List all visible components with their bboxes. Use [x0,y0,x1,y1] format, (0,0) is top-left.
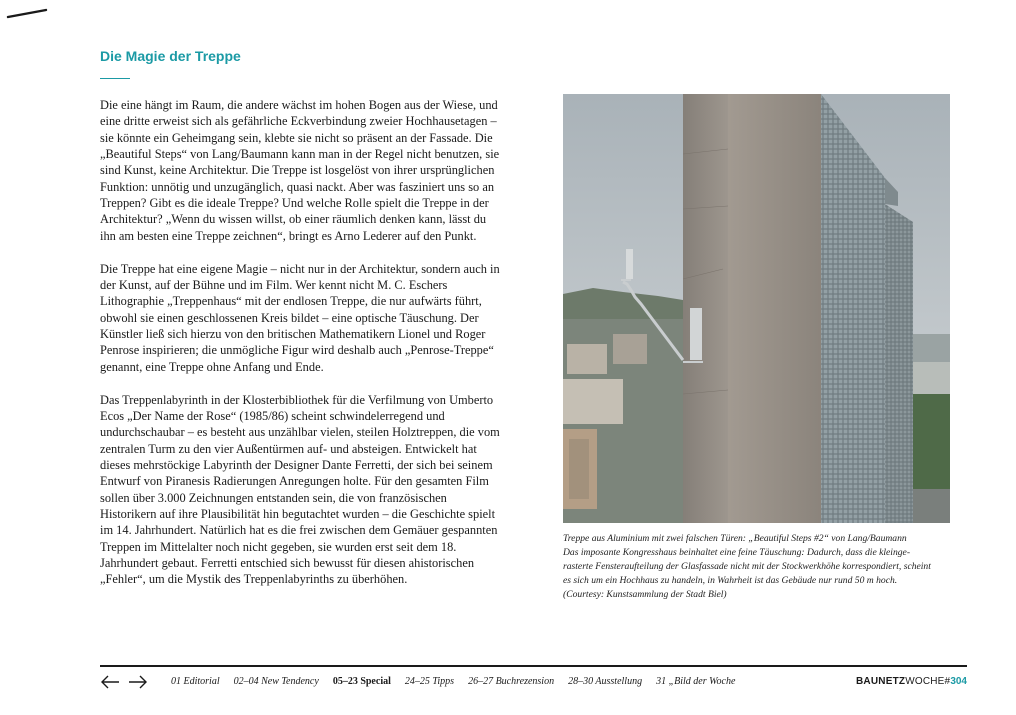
nav-link-ausstellung[interactable]: 28–30 Ausstellung [568,676,643,687]
issue-number: 304 [950,676,967,687]
nav-link-new-tendency[interactable]: 02–04 New Tendency [233,676,319,687]
caption-line: Das imposante Kongresshaus beinhaltet eine feine Täuschung: Dadurch, dass die kleinge- [563,547,911,558]
caption-line: Treppe aus Aluminium mit zwei falschen Türen: „Beautiful Steps #2“ von Lang/Baumann [563,533,907,544]
nav-link-special[interactable]: 05–23 Special [332,676,391,687]
caption-line: (Courtesy: Kunstsammlung der Stadt Biel) [563,589,727,600]
page-title: Die Magie der Treppe [100,48,241,64]
brand-mark: # [944,676,951,687]
footer-divider [100,665,967,667]
article-paragraph-3: Das Treppenlabyrinth in der Klosterbibliothek für die Verfilmung von Umberto Ecos „Der Name der Rose“ (1985/86) scheint schwindelerregend und undurchschaubar – es besteht aus unzählbar vielen, steilen Holztreppen, die vom zentralen Turm zu den vier Außentürmen auf- und absteigen. Entwickelt hat dieses mehrstöckige Labyrinth der Designer Dante Ferretti, der sich bei seinem Entwurf von Piranesis Radierungen Anregungen holte. Für den gesamten Film sollen über 3.000 Zeichnungen entstanden sein, die von französischen Historikern auf ihre Plausibilität hin begutachtet wurden – die Geschichte spielt im 14. Jahrhundert. Natürlich hat es die frei zwischen dem Gemäuer gespannten Treppen im Mittelalter noch nicht gegeben, sie wurden erst seit dem 18. Jahrhundert gebaut. Ferretti entschied sich bewusst für diesen ahistorischen „Fehler“, um die Mystik des Treppenlabyrinths zu überhöhen. [100,392,500,587]
nav-link-tipps[interactable]: 24–25 Tipps [404,676,455,687]
photo-caption [563,532,963,602]
article-paragraph-1: Die eine hängt im Raum, die andere wächst im hohen Bogen aus der Wiese, und eine dritte erweist sich als gefährliche Eckverbindung zweier Hochhausetagen – sie könnte ein Geheimgang sein, klebte sie nicht so präsent an der Fassade. Die „Beautiful Steps“ von Lang/Baumann kann man in der Regel nicht benutzen, sie sind Kunst, keine Architektur. Die Treppe ist losgelöst von ihrer ursprünglichen Funktion: unnötig und unzugänglich, quasi nackt. Aber was fasziniert uns so an Treppen? Gibt es die ideale Treppe? Und welche Rolle spielt die Treppe in der Architektur? „Wenn du wissen willst, ob einer räumlich denken kann, lässt du ihn am besten eine Treppe zeichnen“, bringt es Arno Lederer auf den Punkt. [100,98,500,243]
article-body [100,97,500,604]
building-stairs-illustration [563,94,950,523]
title-underline [100,78,130,79]
article-paragraph-2: Die Treppe hat eine eigene Magie – nicht nur in der Architektur, sondern auch in der Kunst, auf der Bühne und im Film. Wer kennt nicht M. C. Eschers Lithographie „Treppenhaus“ mit der endlosen Treppe, die nur aufwärts führt, obwohl sie einen geschlossenen Kreis bildet – eine optische Täuschung. Der Künstler ließ sich hierzu von den britischen Mathematikern Lionel und Roger Penrose inspirieren; die unmögliche Figur wird deshalb auch „Penrose-Treppe“ genannt, eine Treppe ohne Anfang und Ende. [100,261,500,374]
brand-name-light: WOCHE [905,676,945,687]
brand-name-bold: BAUNETZ [856,676,906,687]
page-navigation [100,674,148,690]
section-nav [171,676,735,687]
brand-logo [856,676,967,687]
arrow-right-icon[interactable] [128,674,148,690]
nav-link-editorial[interactable]: 01 Editorial [171,676,220,687]
nav-link-bild-der-woche[interactable]: 31 „Bild der Woche [656,676,736,687]
caption-line: rasterte Fensteraufteilung der Glasfassade nicht mit der Stockwerkhöhe korrespondiert, scheint [563,561,931,572]
article-photo [563,94,950,523]
arrow-left-icon[interactable] [100,674,120,690]
corner-stroke-mark [6,6,48,20]
nav-link-buchrezension[interactable]: 26–27 Buchrezension [468,676,555,687]
caption-line: es sich um ein Hochhaus zu handeln, in Wahrheit ist das Gebäude nur rund 50 m hoch. [563,575,898,586]
